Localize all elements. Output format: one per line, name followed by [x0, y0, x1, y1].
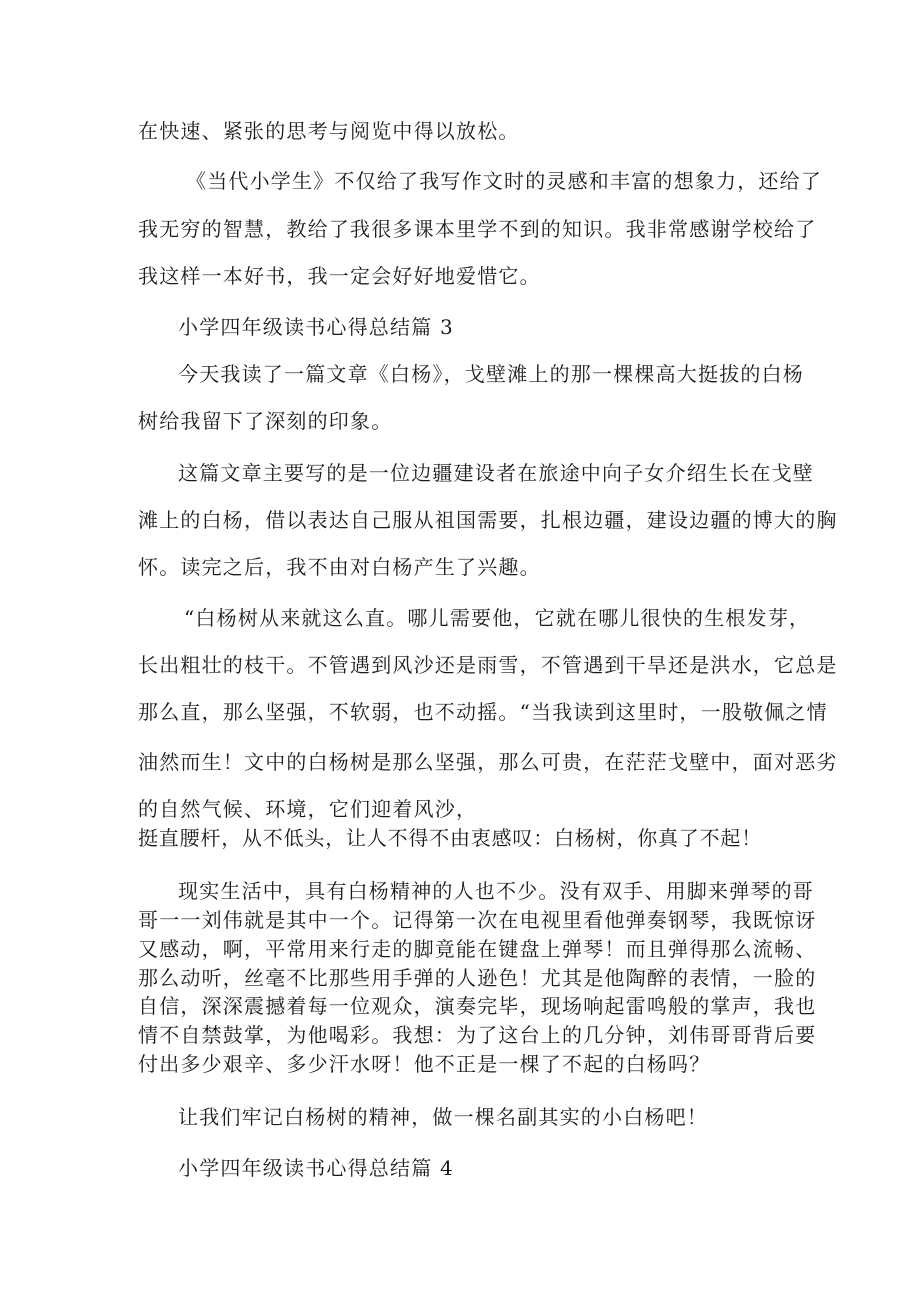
text-line: 又感动，啊，平常用来行走的脚竟能在键盘上弹琴！而且弹得那么流畅、	[138, 937, 817, 961]
text-line: 自信，深深震撼着每一位观众，演奏完毕，现场响起雷鸣般的掌声，我也	[138, 994, 817, 1018]
text-line: 我这样一本好书，我一定会好好地爱惜它。	[138, 264, 541, 288]
text-line: 《当代小学生》不仅给了我写作文时的灵感和丰富的想象力，还给了	[186, 169, 822, 193]
text-line: 付出多少艰辛、多少汗水呀！他不正是一棵了不起的白杨吗？	[138, 1052, 711, 1076]
text-line: 的自然气候、环境，它们迎着风沙，	[138, 797, 478, 821]
text-line: 今天我读了一篇文章《白杨》，戈壁滩上的那一棵棵高大挺拔的白杨	[178, 362, 804, 386]
text-line: “白杨树从来就这么直。哪儿需要他，它就在哪儿很快的生根发芽，	[184, 606, 811, 630]
text-line: 挺直腰杆，从不低头，让人不得不由衷感叹：白杨树，你真了不起！	[138, 826, 762, 850]
text-line: 滩上的白杨，借以表达自己服从祖国需要，扎根边疆，建设边疆的博大的胸	[138, 508, 838, 532]
text-line: 这篇文章主要写的是一位边疆建设者在旅途中向子女介绍生长在戈壁	[178, 461, 814, 485]
section-heading: 小学四年级读书心得总结篇 3	[178, 315, 454, 339]
text-line: 长出粗壮的枝干。不管遇到风沙还是雨雪，不管遇到干旱还是洪水，它总是	[138, 653, 838, 677]
text-line: 油然而生！文中的白杨树是那么坚强，那么可贵，在茫茫戈壁中，面对恶劣	[138, 750, 838, 774]
text-line: 我无穷的智慧，教给了我很多课本里学不到的知识。我非常感谢学校给了	[138, 217, 817, 241]
section-heading: 小学四年级读书心得总结篇 4	[178, 1156, 454, 1180]
text-line: 那么动听，丝毫不比那些用手弹的人逊色！尤其是他陶醉的表情，一脸的	[138, 966, 817, 990]
text-line: 让我们牢记白杨树的精神，做一棵名副其实的小白杨吧！	[178, 1105, 708, 1129]
text-line: 情不自禁鼓掌，为他喝彩。我想：为了这台上的几分钟，刘伟哥哥背后要	[138, 1023, 817, 1047]
text-line: 在快速、紧张的思考与阅览中得以放松。	[138, 119, 520, 143]
text-line: 现实生活中，具有白杨精神的人也不少。没有双手、用脚来弹琴的哥	[178, 879, 814, 903]
text-line: 哥一一刘伟就是其中一个。记得第一次在电视里看他弹奏钢琴，我既惊讶	[138, 908, 817, 932]
text-line: 树给我留下了深刻的印象。	[138, 409, 393, 433]
text-line: 那么直，那么坚强，不软弱，也不动摇。“当我读到这里时，一股敬佩之情	[138, 700, 828, 724]
text-line: 怀。读完之后，我不由对白杨产生了兴趣。	[138, 555, 541, 579]
